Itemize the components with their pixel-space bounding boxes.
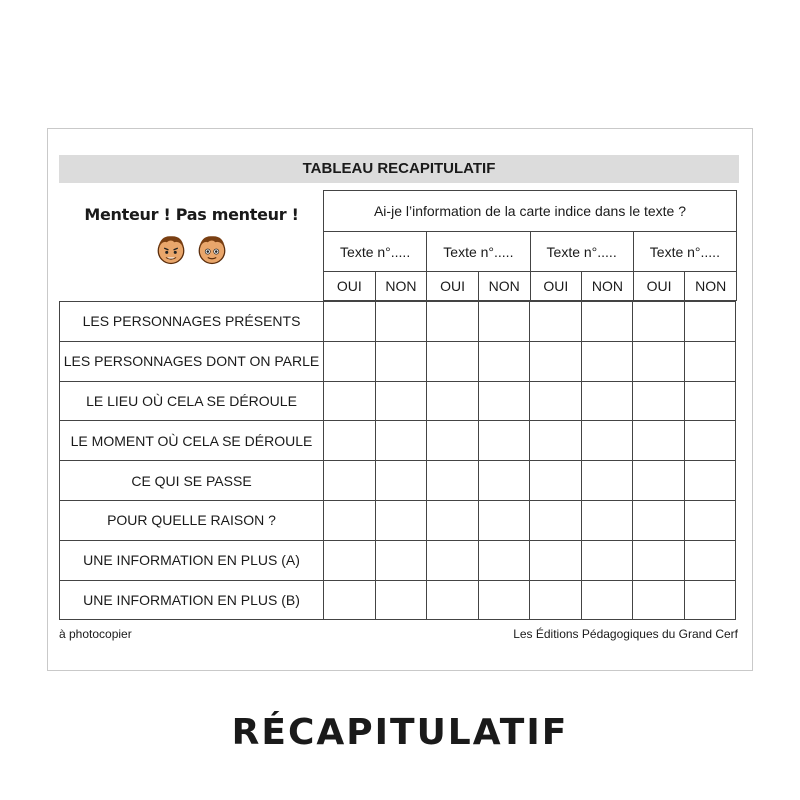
oui-cell[interactable] <box>530 580 582 620</box>
boy-face-icon <box>195 232 229 266</box>
non-cell[interactable] <box>684 341 736 381</box>
oui-cell[interactable] <box>324 500 376 540</box>
brand-text: Menteur ! Pas menteur ! <box>84 205 299 224</box>
row-label: LES PERSONNAGES DONT ON PARLE <box>60 341 324 381</box>
non-cell[interactable] <box>478 302 530 342</box>
row-label: LE MOMENT OÙ CELA SE DÉROULE <box>60 421 324 461</box>
non-cell[interactable] <box>581 580 633 620</box>
oui-cell[interactable] <box>427 580 479 620</box>
oui-cell[interactable] <box>427 540 479 580</box>
worksheet-title: TABLEAU RECAPITULATIF <box>59 155 739 183</box>
non-cell[interactable] <box>581 302 633 342</box>
oui-cell[interactable] <box>633 341 685 381</box>
oui-cell[interactable] <box>324 381 376 421</box>
page-title: RÉCAPITULATIF <box>231 712 569 753</box>
non-cell[interactable] <box>375 302 427 342</box>
non-label: NON <box>582 272 634 301</box>
non-cell[interactable] <box>684 421 736 461</box>
texte-number-label: Texte n°..... <box>530 232 633 272</box>
oui-label: OUI <box>530 272 582 301</box>
texte-number-label: Texte n°..... <box>633 232 736 272</box>
oui-cell[interactable] <box>324 540 376 580</box>
oui-cell[interactable] <box>324 341 376 381</box>
question-cell: Ai-je l’information de la carte indice dans le texte ? <box>324 191 737 232</box>
texte-number-label: Texte n°..... <box>324 232 427 272</box>
oui-label: OUI <box>324 272 376 301</box>
table-row <box>60 500 736 540</box>
row-label: LES PERSONNAGES PRÉSENTS <box>60 302 324 342</box>
non-cell[interactable] <box>581 381 633 421</box>
non-cell[interactable] <box>375 381 427 421</box>
non-cell[interactable] <box>478 461 530 501</box>
oui-cell[interactable] <box>633 302 685 342</box>
non-label: NON <box>478 272 530 301</box>
oui-cell[interactable] <box>427 461 479 501</box>
oui-cell[interactable] <box>530 500 582 540</box>
non-cell[interactable] <box>375 540 427 580</box>
non-label: NON <box>375 272 427 301</box>
row-label: UNE INFORMATION EN PLUS (A) <box>60 540 324 580</box>
non-cell[interactable] <box>581 461 633 501</box>
row-label: LE LIEU OÙ CELA SE DÉROULE <box>60 381 324 421</box>
non-cell[interactable] <box>478 341 530 381</box>
non-cell[interactable] <box>375 461 427 501</box>
oui-cell[interactable] <box>427 421 479 461</box>
non-cell[interactable] <box>581 540 633 580</box>
oui-cell[interactable] <box>324 421 376 461</box>
footer-right: Les Éditions Pédagogiques du Grand Cerf <box>513 627 738 641</box>
row-label: CE QUI SE PASSE <box>60 461 324 501</box>
non-label: NON <box>685 272 737 301</box>
non-cell[interactable] <box>375 500 427 540</box>
oui-cell[interactable] <box>633 461 685 501</box>
oui-cell[interactable] <box>633 500 685 540</box>
non-cell[interactable] <box>478 421 530 461</box>
oui-cell[interactable] <box>530 461 582 501</box>
non-cell[interactable] <box>478 381 530 421</box>
oui-cell[interactable] <box>427 302 479 342</box>
table-row <box>60 540 736 580</box>
oui-cell[interactable] <box>530 381 582 421</box>
table-row <box>60 461 736 501</box>
oui-cell[interactable] <box>427 381 479 421</box>
oui-cell[interactable] <box>427 341 479 381</box>
oui-cell[interactable] <box>530 302 582 342</box>
recap-table <box>59 301 736 620</box>
non-cell[interactable] <box>684 302 736 342</box>
table-row <box>60 421 736 461</box>
non-cell[interactable] <box>581 421 633 461</box>
oui-cell[interactable] <box>633 580 685 620</box>
oui-cell[interactable] <box>530 341 582 381</box>
non-cell[interactable] <box>478 540 530 580</box>
oui-cell[interactable] <box>427 500 479 540</box>
footer-left: à photocopier <box>59 627 132 641</box>
non-cell[interactable] <box>684 580 736 620</box>
oui-cell[interactable] <box>633 381 685 421</box>
table-row <box>60 302 736 342</box>
oui-cell[interactable] <box>633 540 685 580</box>
row-label: POUR QUELLE RAISON ? <box>60 500 324 540</box>
table-row <box>60 381 736 421</box>
brand-block <box>60 205 323 272</box>
oui-cell[interactable] <box>324 580 376 620</box>
row-label: UNE INFORMATION EN PLUS (B) <box>60 580 324 620</box>
boy-face-icon <box>154 232 188 266</box>
oui-cell[interactable] <box>530 540 582 580</box>
non-cell[interactable] <box>478 580 530 620</box>
non-cell[interactable] <box>581 500 633 540</box>
non-cell[interactable] <box>684 461 736 501</box>
non-cell[interactable] <box>684 540 736 580</box>
faces <box>60 232 323 272</box>
oui-label: OUI <box>633 272 685 301</box>
table-row <box>60 341 736 381</box>
oui-cell[interactable] <box>324 302 376 342</box>
non-cell[interactable] <box>684 500 736 540</box>
oui-cell[interactable] <box>324 461 376 501</box>
table-row <box>60 580 736 620</box>
texte-number-label: Texte n°..... <box>427 232 530 272</box>
oui-cell[interactable] <box>530 421 582 461</box>
non-cell[interactable] <box>375 341 427 381</box>
non-cell[interactable] <box>684 381 736 421</box>
oui-cell[interactable] <box>633 421 685 461</box>
non-cell[interactable] <box>581 341 633 381</box>
oui-label: OUI <box>427 272 479 301</box>
non-cell[interactable] <box>375 580 427 620</box>
question-header <box>323 190 737 301</box>
non-cell[interactable] <box>375 421 427 461</box>
non-cell[interactable] <box>478 500 530 540</box>
